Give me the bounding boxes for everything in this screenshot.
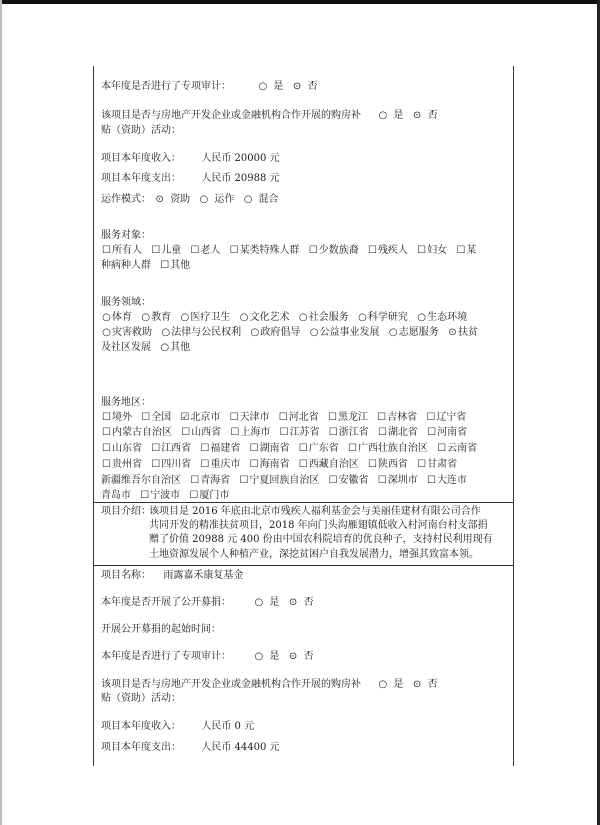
checkbox-off-icon[interactable]: ☐ bbox=[308, 245, 318, 256]
checkbox-off-icon[interactable]: ☐ bbox=[190, 245, 200, 256]
audit-question: 本年度是否进行了专项审计： bbox=[101, 81, 231, 92]
region-item: 黑龙江 bbox=[337, 412, 368, 423]
project-name-row bbox=[101, 569, 243, 583]
checkbox-off-icon[interactable]: ☐ bbox=[377, 412, 387, 423]
region-item: 青海省 bbox=[200, 475, 231, 486]
checkbox-off-icon[interactable]: ☐ bbox=[200, 443, 210, 454]
region-item: 贵州省 bbox=[112, 459, 142, 470]
intro-line-1: 该项目是 2016 年底由北京市残疾人福利基金会与美丽佳建材有限公司合作 bbox=[149, 506, 481, 517]
checkbox-off-icon[interactable]: ☐ bbox=[102, 245, 111, 256]
checkbox-off-icon[interactable]: ☐ bbox=[141, 412, 151, 423]
region-item: 江苏省 bbox=[289, 427, 320, 438]
field-item: 科学研究 bbox=[367, 312, 408, 323]
region-item: 内蒙古自治区 bbox=[112, 427, 172, 438]
checkbox-off-icon[interactable]: ☐ bbox=[278, 412, 288, 423]
checkbox-off-icon[interactable]: ☐ bbox=[298, 459, 308, 470]
region-item: 青岛市 bbox=[101, 490, 131, 501]
radio-off-icon[interactable]: ○ bbox=[161, 327, 171, 338]
checkbox-off-icon[interactable]: ☐ bbox=[426, 412, 436, 423]
radio-off-icon[interactable]: ○ bbox=[102, 327, 111, 338]
audit-question: 本年度是否进行了专项审计： bbox=[101, 651, 231, 662]
target-item: 残疾人 bbox=[377, 245, 408, 256]
region-item: 海南省 bbox=[259, 459, 290, 470]
housing-question-line2: 贴（资助）活动： bbox=[101, 125, 181, 136]
radio-off-icon[interactable]: ○ bbox=[180, 312, 190, 323]
checkbox-off-icon[interactable]: ☐ bbox=[328, 475, 338, 486]
income-label: 项目本年度收入： bbox=[101, 721, 181, 732]
target-item: 所有人 bbox=[112, 245, 142, 256]
fields-line-2 bbox=[101, 326, 478, 340]
radio-off-icon[interactable]: ○ bbox=[254, 651, 264, 662]
targets-label: 服务对象： bbox=[101, 230, 151, 241]
region-item: 重庆市 bbox=[210, 459, 241, 470]
region-item: 陕西省 bbox=[377, 459, 408, 470]
region-item: 四川省 bbox=[161, 459, 192, 470]
radio-on-icon[interactable]: ⊙ bbox=[412, 679, 422, 690]
region-item: 西藏自治区 bbox=[308, 459, 359, 470]
radio-off-icon[interactable]: ○ bbox=[199, 194, 209, 205]
field-item: 医疗卫生 bbox=[190, 312, 231, 323]
regions-line-2 bbox=[101, 426, 467, 440]
intro-label: 项目介绍： bbox=[101, 506, 151, 517]
regions-line-3 bbox=[101, 442, 477, 456]
field-item: 体育 bbox=[112, 312, 132, 323]
radio-off-icon[interactable]: ○ bbox=[388, 327, 398, 338]
region-item: 辽宁省 bbox=[436, 412, 467, 423]
radio-off-icon[interactable]: ○ bbox=[309, 327, 319, 338]
region-item: 天津市 bbox=[239, 412, 270, 423]
target-item: 儿童 bbox=[161, 245, 182, 256]
regions-line-6 bbox=[101, 489, 229, 503]
expense-row-2 bbox=[101, 741, 280, 755]
radio-on-icon[interactable]: ⊙ bbox=[448, 327, 457, 338]
radio-off-icon[interactable]: ○ bbox=[378, 679, 388, 690]
income-row bbox=[101, 152, 280, 166]
housing-question-row-1 bbox=[101, 109, 438, 123]
region-item: 吉林省 bbox=[387, 412, 418, 423]
region-item: 厦门市 bbox=[199, 490, 230, 501]
field-item: 社会服务 bbox=[308, 312, 349, 323]
checkbox-off-icon[interactable]: ☐ bbox=[327, 412, 337, 423]
checkbox-off-icon[interactable]: ☐ bbox=[102, 459, 111, 470]
checkbox-off-icon[interactable]: ☐ bbox=[190, 475, 200, 486]
checkbox-off-icon[interactable]: ☐ bbox=[229, 245, 239, 256]
checkbox-off-icon[interactable]: ☐ bbox=[427, 427, 437, 438]
target-item: 其他 bbox=[170, 260, 191, 271]
region-item: 甘肃省 bbox=[427, 459, 458, 470]
region-item: 宁夏回族自治区 bbox=[249, 475, 320, 486]
yes-label: 是 bbox=[273, 81, 284, 92]
checkbox-off-icon[interactable]: ☐ bbox=[160, 260, 170, 271]
checkbox-off-icon[interactable]: ☐ bbox=[456, 245, 466, 256]
project-name-label: 项目名称： bbox=[101, 570, 151, 581]
yes-label: 是 bbox=[269, 651, 280, 662]
region-item: 新疆维吾尔自治区 bbox=[101, 475, 181, 486]
radio-on-icon[interactable]: ⊙ bbox=[292, 81, 302, 92]
region-item: 云南省 bbox=[447, 443, 478, 454]
no-label: 否 bbox=[303, 651, 314, 662]
no-label: 否 bbox=[427, 679, 438, 690]
housing-question-row-2 bbox=[101, 678, 438, 692]
targets-line-1 bbox=[101, 244, 476, 258]
no-label: 否 bbox=[427, 110, 438, 121]
target-item: 妇女 bbox=[427, 245, 448, 256]
checkbox-off-icon[interactable]: ☐ bbox=[328, 427, 338, 438]
field-item: 灾害救助 bbox=[112, 327, 152, 338]
fundraising-question: 本年度是否开展了公开募捐： bbox=[101, 597, 231, 608]
checkbox-off-icon[interactable]: ☐ bbox=[181, 427, 191, 438]
audit-question-row-1 bbox=[101, 80, 318, 94]
checkbox-off-icon[interactable]: ☐ bbox=[347, 443, 357, 454]
housing-question-line1: 该项目是否与房地产开发企业或金融机构合作开展的购房补 bbox=[101, 110, 361, 121]
expense-label: 项目本年度支出： bbox=[101, 742, 181, 753]
radio-on-icon[interactable]: ⊙ bbox=[412, 110, 422, 121]
radio-off-icon[interactable]: ○ bbox=[417, 312, 426, 323]
field-item: 其他 bbox=[170, 342, 191, 353]
expense-value: 人民币 20988 元 bbox=[201, 173, 280, 184]
field-item: 文化艺术 bbox=[249, 312, 290, 323]
checkbox-off-icon[interactable]: ☐ bbox=[417, 459, 427, 470]
region-item: 江西省 bbox=[161, 443, 192, 454]
checkbox-off-icon[interactable]: ☐ bbox=[426, 475, 436, 486]
region-item: 河北省 bbox=[288, 412, 319, 423]
radio-on-icon[interactable]: ⊙ bbox=[288, 651, 298, 662]
income-value: 人民币 0 元 bbox=[201, 721, 255, 732]
region-item: 山西省 bbox=[191, 427, 222, 438]
radio-off-icon[interactable]: ○ bbox=[254, 597, 264, 608]
checkbox-off-icon[interactable]: ☐ bbox=[151, 443, 161, 454]
checkbox-off-icon[interactable]: ☐ bbox=[249, 443, 259, 454]
checkbox-off-icon[interactable]: ☐ bbox=[437, 443, 447, 454]
region-item: 广东省 bbox=[308, 443, 339, 454]
housing-question-line1: 该项目是否与房地产开发企业或金融机构合作开展的购房补 bbox=[101, 679, 361, 690]
no-label: 否 bbox=[303, 597, 314, 608]
checkbox-off-icon[interactable]: ☐ bbox=[102, 443, 111, 454]
checkbox-off-icon[interactable]: ☐ bbox=[102, 412, 111, 423]
scan-edge-top bbox=[0, 0, 600, 4]
region-item: 深圳市 bbox=[387, 475, 418, 486]
fundraising-start: 开展公开募捐的起始时间： bbox=[101, 624, 221, 635]
checkbox-off-icon[interactable]: ☐ bbox=[189, 490, 199, 501]
checkbox-off-icon[interactable]: ☐ bbox=[367, 245, 377, 256]
field-item: 及社区发展 bbox=[101, 342, 151, 353]
field-item: 法律与公民权利 bbox=[171, 327, 242, 338]
checkbox-off-icon[interactable]: ☐ bbox=[200, 459, 210, 470]
region-item: 浙江省 bbox=[338, 427, 369, 438]
housing-question-line2: 贴（资助）活动： bbox=[101, 693, 181, 704]
radio-off-icon[interactable]: ○ bbox=[239, 312, 249, 323]
field-item: 政府倡导 bbox=[260, 327, 301, 338]
radio-off-icon[interactable]: ○ bbox=[358, 312, 367, 323]
expense-label: 项目本年度支出： bbox=[101, 173, 181, 184]
region-item: 北京市 bbox=[190, 412, 221, 423]
radio-off-icon[interactable]: ○ bbox=[258, 81, 268, 92]
field-item: 教育 bbox=[151, 312, 172, 323]
radio-off-icon[interactable]: ○ bbox=[243, 194, 253, 205]
field-item: 志愿服务 bbox=[398, 327, 439, 338]
target-item: 某类特殊人群 bbox=[239, 245, 300, 256]
mode-option-mixed: 混合 bbox=[258, 194, 279, 205]
checkbox-off-icon[interactable]: ☐ bbox=[367, 459, 377, 470]
checkbox-off-icon[interactable]: ☐ bbox=[229, 412, 239, 423]
target-item: 少数族裔 bbox=[318, 245, 359, 256]
fields-label: 服务领域： bbox=[101, 297, 151, 308]
expense-value: 人民币 44400 元 bbox=[201, 742, 280, 753]
checkbox-off-icon[interactable]: ☐ bbox=[249, 459, 259, 470]
checkbox-off-icon[interactable]: ☐ bbox=[140, 490, 150, 501]
regions-label: 服务地区： bbox=[101, 397, 151, 408]
checkbox-off-icon[interactable]: ☐ bbox=[417, 245, 427, 256]
region-item: 河南省 bbox=[437, 427, 468, 438]
income-label: 项目本年度收入： bbox=[101, 153, 181, 164]
intro-line-2: 共同开发的精准扶贫项目，2018 年向门头沟雁翅镇低收入村河南台村支部捐 bbox=[149, 520, 488, 531]
no-label: 否 bbox=[307, 81, 318, 92]
checkbox-off-icon[interactable]: ☐ bbox=[377, 427, 387, 438]
checkbox-off-icon[interactable]: ☐ bbox=[230, 427, 240, 438]
regions-line-4 bbox=[101, 458, 457, 472]
region-item: 境外 bbox=[112, 412, 132, 423]
checkbox-off-icon[interactable]: ☐ bbox=[151, 459, 161, 470]
audit-question-row-2 bbox=[101, 650, 314, 664]
radio-on-icon[interactable]: ⊙ bbox=[155, 194, 164, 205]
region-item: 福建省 bbox=[210, 443, 241, 454]
region-item: 全国 bbox=[151, 412, 172, 423]
region-item: 湖北省 bbox=[387, 427, 418, 438]
radio-on-icon[interactable]: ⊙ bbox=[288, 597, 298, 608]
radio-off-icon[interactable]: ○ bbox=[102, 312, 111, 323]
radio-off-icon[interactable]: ○ bbox=[141, 312, 151, 323]
yes-label: 是 bbox=[393, 110, 404, 121]
checkbox-off-icon[interactable]: ☐ bbox=[279, 427, 289, 438]
region-item: 安徽省 bbox=[338, 475, 369, 486]
yes-label: 是 bbox=[393, 679, 404, 690]
field-item: 扶贫 bbox=[457, 327, 478, 338]
target-item: 某 bbox=[466, 245, 477, 256]
radio-off-icon[interactable]: ○ bbox=[298, 312, 308, 323]
mode-option-operate: 运作 bbox=[214, 194, 235, 205]
region-item: 湖南省 bbox=[259, 443, 290, 454]
income-value: 人民币 20000 元 bbox=[201, 153, 280, 164]
region-item: 宁波市 bbox=[150, 490, 181, 501]
region-item: 大连市 bbox=[436, 475, 467, 486]
radio-off-icon[interactable]: ○ bbox=[378, 110, 388, 121]
intro-line-4: 土地资源发展个人种植产业，深挖贫困户自我发展潜力，增强其致富本领。 bbox=[149, 549, 479, 560]
expense-row bbox=[101, 172, 280, 186]
targets-line-2 bbox=[101, 259, 190, 273]
radio-off-icon[interactable]: ○ bbox=[160, 342, 170, 353]
mode-row bbox=[101, 193, 279, 207]
fundraising-row bbox=[101, 596, 314, 610]
field-item: 公益事业发展 bbox=[319, 327, 380, 338]
checkbox-off-icon[interactable]: ☐ bbox=[151, 245, 161, 256]
mode-option-fund: 资助 bbox=[170, 194, 191, 205]
checkbox-off-icon[interactable]: ☐ bbox=[102, 427, 111, 438]
divider-intro-bottom bbox=[93, 565, 513, 566]
intro-line-3: 赠了价值 20988 元 400 份由中国农科院培育的优良种子，支持村民利用现有 bbox=[149, 534, 493, 545]
fields-line-3 bbox=[101, 341, 190, 355]
fields-line-1 bbox=[101, 311, 467, 325]
scan-edge-left bbox=[0, 0, 2, 825]
region-item: 广西壮族自治区 bbox=[357, 443, 428, 454]
project-name-value: 雨露嘉禾康复基金 bbox=[163, 570, 244, 581]
yes-label: 是 bbox=[269, 597, 280, 608]
target-item: 种病种人群 bbox=[101, 260, 151, 271]
regions-line-5 bbox=[101, 474, 467, 488]
regions-line-1 bbox=[101, 411, 466, 425]
checkbox-off-icon[interactable]: ☐ bbox=[239, 475, 249, 486]
radio-off-icon[interactable]: ○ bbox=[250, 327, 260, 338]
field-item: 生态环境 bbox=[427, 312, 468, 323]
region-item: 山东省 bbox=[112, 443, 142, 454]
region-item: 上海市 bbox=[240, 427, 271, 438]
target-item: 老人 bbox=[200, 245, 221, 256]
checkbox-checked-icon[interactable]: ☑ bbox=[180, 412, 190, 423]
income-row-2 bbox=[101, 720, 254, 734]
checkbox-off-icon[interactable]: ☐ bbox=[377, 475, 387, 486]
checkbox-off-icon[interactable]: ☐ bbox=[298, 443, 308, 454]
mode-label: 运作模式： bbox=[101, 194, 151, 205]
